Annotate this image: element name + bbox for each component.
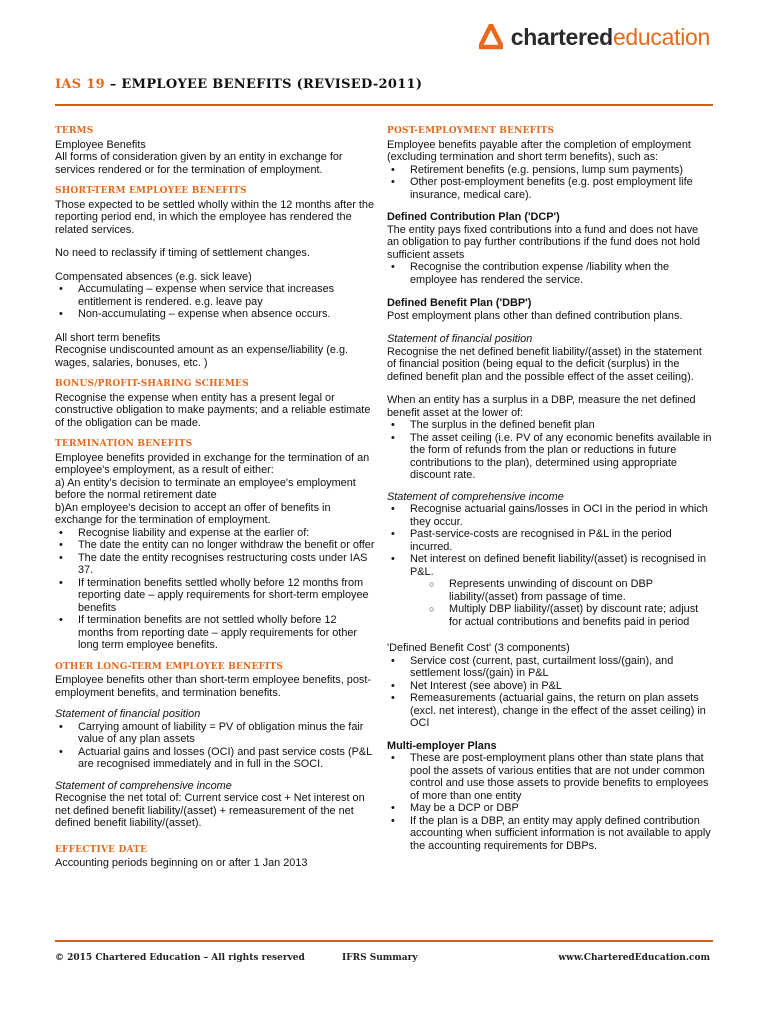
subheading-italic: Statement of comprehensive income: [387, 490, 564, 503]
footer-copyright: © 2015 Chartered Education – All rights reserved: [55, 953, 305, 963]
paragraph: Recognise the net total of: Current service cost + Net interest on net defined benefit liability/(asset) + remeasurement of the net defined benefit liability/(asset).: [55, 792, 365, 829]
list-item: • If termination benefits are not settled wholly before 12 months from reporting date – apply requirements for other long term employee benefits.: [55, 614, 375, 652]
list-item: • Retirement benefits (e.g. pensions, lump sum payments): [387, 164, 713, 177]
page-title: [55, 77, 422, 92]
bullet-list: [387, 752, 713, 852]
left-column: [55, 125, 375, 870]
paragraph: When an entity has a surplus in a DBP, measure the net defined benefit asset at the lower of:: [387, 394, 696, 419]
title-text: – EMPLOYEE BENEFITS (REVISED-2011): [104, 77, 423, 92]
list-item: • Recognise actuarial gains/losses in OCI in the period in which they occur.: [387, 503, 713, 528]
title-divider: [55, 104, 713, 106]
paragraph: Those expected to be settled wholly within the 12 months after the reporting period end, in which the employee has rendered the related services.: [55, 198, 375, 236]
footer-divider: [55, 940, 713, 942]
paragraph: Post employment plans other than defined contribution plans.: [387, 309, 683, 322]
subheading-italic: Statement of financial position: [55, 708, 201, 720]
bullet-list: [387, 503, 713, 578]
paragraph: Recognise the net defined benefit liability/(asset) in the statement of financial position (being equal to the deficit (surplus) in the defined benefit plan and the possible effect of the asset ceiling).: [387, 345, 702, 383]
paragraph: Employee benefits provided in exchange for the termination of an employee's employment, as a result of either:: [55, 451, 370, 476]
other-long-term-heading: OTHER LONG-TERM EMPLOYEE BENEFITS: [55, 661, 284, 672]
list-item: • These are post-employment plans other than state plans that pool the assets of various entities that are not under common control and use those assets to provide benefits to employees of more than one entity: [387, 752, 713, 802]
list-item: • Actuarial gains and losses (OCI) and past service costs (P&L are recognised immediately and in full in the SOCI.: [55, 746, 375, 771]
logo-text-education: education: [612, 23, 710, 50]
list-item: • Recognise liability and expense at the earlier of:: [55, 527, 375, 540]
post-employment-heading: POST-EMPLOYMENT BENEFITS: [387, 126, 555, 136]
list-item: • Non-accumulating – expense when absence occurs.: [55, 308, 375, 321]
bullet-list: [55, 283, 375, 321]
paragraph: Accounting periods beginning on or after 1 Jan 2013: [55, 857, 308, 869]
terms-line: All forms of consideration given by an entity in exchange for services rendered or for the termination of employment.: [55, 151, 343, 176]
bullet-list: [55, 721, 375, 771]
list-item: • Accumulating – expense when service that increases entitlement is rendered. e.g. leave pay: [55, 283, 375, 308]
list-item: • Past-service-costs are recognised in P&L in the period incurred.: [387, 528, 713, 553]
paragraph: Employee benefits payable after the completion of employment (excluding termination and short term benefits), such as:: [387, 138, 691, 163]
paragraph: a) An entity's decision to terminate an employee's employment before the normal retirement date: [55, 476, 356, 501]
footer-url: www.CharteredEducation.com: [558, 953, 710, 963]
list-item: • The asset ceiling (i.e. PV of any economic benefits available in the form of refunds from the plan or reductions in future contributions to the plan), determined using appropriate discount rate.: [387, 432, 713, 482]
dbp-heading: Defined Benefit Plan ('DBP'): [387, 297, 532, 309]
list-item: ○ Multiply DBP liability/(asset) by discount rate; adjust for actual contributions and benefits paid in period: [387, 603, 713, 628]
paragraph: No need to reclassify if timing of settlement changes.: [55, 247, 310, 259]
paragraph: 'Defined Benefit Cost' (3 components): [387, 642, 570, 654]
paragraph: Recognise the expense when entity has a present legal or constructive obligation to make payments; and a reliable estimate of the obligation can be made.: [55, 391, 371, 429]
paragraph: Employee benefits other than short-term employee benefits, post-employment benefits, and termination benefits.: [55, 674, 371, 699]
short-term-heading: SHORT-TERM EMPLOYEE BENEFITS: [55, 186, 247, 196]
bullet-list: [55, 527, 375, 652]
effective-date-heading: EFFECTIVE DATE: [55, 844, 148, 855]
brand-logo: [479, 24, 710, 50]
paragraph: Compensated absences (e.g. sick leave): [55, 270, 252, 283]
bonus-heading: BONUS/PROFIT-SHARING SCHEMES: [55, 379, 249, 389]
list-item: • The date the entity recognises restructuring costs under IAS 37.: [55, 552, 375, 577]
list-item: • If the plan is a DBP, an entity may apply defined contribution accounting when sufficient information is not available to apply the accounting requirements for DBPs.: [387, 815, 713, 853]
subheading-italic: Statement of comprehensive income: [55, 779, 232, 792]
bullet-list: [387, 419, 713, 482]
list-item: • Net interest on defined benefit liability/(asset) is recognised in P&L.: [387, 553, 713, 578]
sub-bullet-list: [387, 578, 713, 628]
terms-line: Employee Benefits: [55, 138, 146, 151]
subheading-italic: Statement of financial position: [387, 333, 533, 345]
termination-heading: TERMINATION BENEFITS: [55, 439, 193, 449]
dcp-heading: Defined Contribution Plan ('DCP'): [387, 211, 560, 223]
list-item: • The surplus in the defined benefit plan: [387, 419, 713, 432]
list-item: • The date the entity can no longer withdraw the benefit or offer: [55, 539, 375, 552]
list-item: • Carrying amount of liability = PV of obligation minus the fair value of any plan assets: [55, 721, 375, 746]
paragraph: All short term benefits: [55, 331, 161, 344]
list-item: • Other post-employment benefits (e.g. post employment life insurance, medical care).: [387, 176, 713, 201]
list-item: • Recognise the contribution expense /liability when the employee has rendered the service.: [387, 261, 713, 286]
right-column: [387, 125, 713, 852]
logo-text-chartered: chartered: [510, 23, 613, 50]
bullet-list: [387, 655, 713, 730]
paragraph: b)An employee's decision to accept an offer of benefits in exchange for the termination of employment.: [55, 501, 331, 526]
logo-icon: [479, 24, 503, 50]
bullet-list: [387, 164, 713, 202]
list-item: ○ Represents unwinding of discount on DBP liability/(asset) from passage of time.: [387, 578, 713, 603]
list-item: • Net Interest (see above) in P&L: [387, 680, 713, 693]
title-code: IAS 19: [55, 77, 105, 92]
footer-center: IFRS Summary: [342, 953, 418, 963]
list-item: • May be a DCP or DBP: [387, 802, 713, 815]
paragraph: Recognise undiscounted amount as an expense/liability (e.g. wages, salaries, bonuses, etc. ): [55, 344, 349, 369]
list-item: • Remeasurements (actuarial gains, the return on plan assets (excl. net interest), change in the effect of the asset ceiling) in OCI: [387, 692, 713, 730]
bullet-list: [387, 261, 713, 286]
list-item: • If termination benefits settled wholly before 12 months from reporting date – apply requirements for short-term employee benefits: [55, 577, 375, 615]
list-item: • Service cost (current, past, curtailment loss/(gain), and settlement loss/(gain) in P&L: [387, 655, 713, 680]
multi-employer-heading: Multi-employer Plans: [387, 739, 497, 752]
terms-heading: TERMS: [55, 126, 94, 136]
paragraph: The entity pays fixed contributions into a fund and does not have an obligation to pay further contributions if the fund does not hold sufficient assets: [387, 223, 701, 261]
